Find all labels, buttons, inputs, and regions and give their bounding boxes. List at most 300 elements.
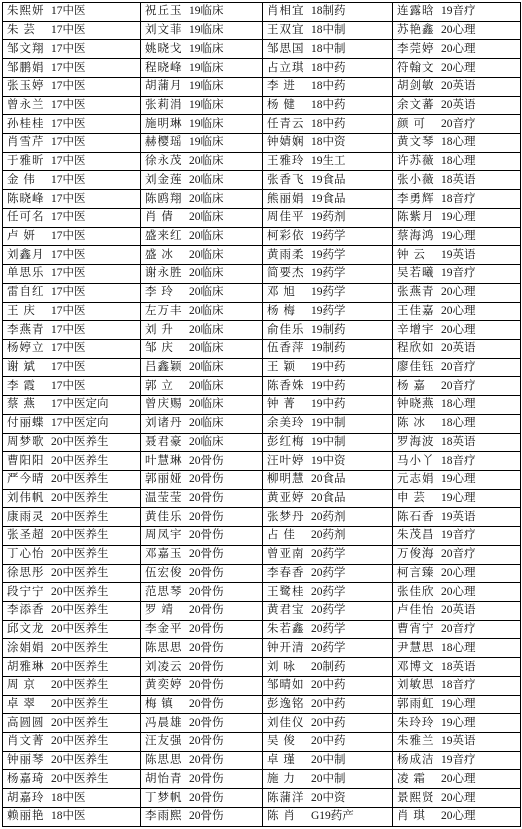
student-class: 20心理 [441,61,476,74]
student-class: 19临床 [189,61,224,74]
student-cell [3,676,141,695]
student-name: 凌 霜 [397,772,426,785]
student-class: 20英语 [441,604,476,617]
student-cell [141,321,263,340]
student-cell [263,433,393,452]
student-class: 20音疗 [441,379,476,392]
student-cell [3,59,141,78]
student-cell [263,807,393,826]
student-class: 20中药 [311,679,346,692]
student-name: 邹思国 [267,42,305,55]
student-name: 谢永胜 [145,267,183,280]
student-name: 胡蒲月 [145,80,183,93]
student-cell [141,695,263,714]
student-class: 20临床 [189,286,224,299]
student-class: 18中医 [51,791,86,804]
table-row [3,751,521,770]
student-class: 18中药 [311,61,346,74]
student-name: 占 佳 [267,529,296,542]
student-class: 19临床 [189,136,224,149]
student-name: 肖相宜 [267,5,305,18]
student-cell [263,134,393,153]
student-name: 柯彩依 [267,229,305,242]
student-name: 丁心怡 [7,548,45,561]
student-cell [263,508,393,527]
student-class: 20音疗 [441,548,476,561]
student-class: 17中医定向 [51,398,109,411]
student-class: 20临床 [189,267,224,280]
student-cell [141,208,263,227]
student-class: 17中医 [51,286,86,299]
student-class: 19英语 [441,510,476,523]
student-class: 18英语 [441,173,476,186]
student-name: 于雅昕 [7,155,45,168]
student-cell [3,583,141,602]
student-class: 20骨伤 [189,510,224,523]
student-name: 丁梦帆 [145,791,183,804]
student-cell [3,227,141,246]
student-cell [141,527,263,546]
student-cell [3,339,141,358]
student-name: 汪叶婷 [267,454,305,467]
roster-body [3,3,521,827]
student-class: 20中医养生 [51,604,109,617]
student-class: 20心理 [441,304,476,317]
student-cell [393,452,521,471]
student-cell [3,489,141,508]
student-name: 朱熙妍 [7,5,45,18]
table-row [3,733,521,752]
student-cell [263,265,393,284]
student-name: 申 芸 [397,492,426,505]
student-class: 20音疗 [441,361,476,374]
student-name: 元志娟 [397,473,435,486]
student-name: 马小丫 [397,454,435,467]
student-name: 钟 菁 [267,398,296,411]
student-name: 梅 镇 [145,697,174,710]
student-cell [393,96,521,115]
student-cell [263,321,393,340]
student-name: 黄文琴 [397,136,435,149]
table-row [3,508,521,527]
student-class: 20临床 [189,323,224,336]
student-class: 20临床 [189,248,224,261]
student-name: 陈蒲洋 [267,791,305,804]
student-class: 18中药 [311,98,346,111]
student-class: 20制药 [311,660,346,673]
student-class: 19制药 [311,323,346,336]
student-class: 20骨伤 [189,548,224,561]
student-class: 17中医 [51,267,86,280]
student-class: 20中医养生 [51,735,109,748]
student-class: 19音疗 [441,754,476,767]
student-name: 盛 冰 [145,248,174,261]
student-cell [263,396,393,415]
table-row [3,96,521,115]
table-row [3,564,521,583]
student-cell [141,227,263,246]
student-cell [393,190,521,209]
student-class: 18音疗 [441,679,476,692]
student-cell [393,770,521,789]
student-name: 刘鑫月 [7,248,45,261]
student-cell [263,40,393,59]
student-name: 周梦歌 [7,435,45,448]
student-class: 18中制 [311,42,346,55]
student-class: 20药学 [311,641,346,654]
student-name: 付丽蝶 [7,417,45,430]
student-class: 20骨伤 [189,716,224,729]
student-class: 20英语 [441,98,476,111]
student-name: 卓 翠 [7,697,36,710]
student-name: 陈思思 [145,754,183,767]
student-cell [141,714,263,733]
student-cell [141,339,263,358]
student-name: 严今晴 [7,473,45,486]
table-row [3,321,521,340]
student-name: 徐永茂 [145,155,183,168]
student-cell [141,770,263,789]
student-cell [141,751,263,770]
student-cell [393,152,521,171]
table-row [3,59,521,78]
student-class: 20药学 [311,604,346,617]
student-name: 陈 冰 [397,417,426,430]
student-cell [3,508,141,527]
student-class: 17中医 [51,24,86,37]
student-class: 20中医养生 [51,754,109,767]
student-cell [263,583,393,602]
student-cell [393,658,521,677]
table-row [3,695,521,714]
student-name: 刘敏思 [397,679,435,692]
student-name: 杨 嘉 [397,379,426,392]
student-name: 曹宵宁 [397,623,435,636]
student-cell [263,676,393,695]
student-class: 20英语 [441,342,476,355]
student-name: 肖文菁 [7,735,45,748]
student-name: 郭雨虹 [397,697,435,710]
student-name: 符翰文 [397,61,435,74]
student-class: 19中药 [311,379,346,392]
table-row [3,527,521,546]
student-class: 18英语 [441,435,476,448]
student-name: 张燕青 [397,286,435,299]
student-cell [393,751,521,770]
student-name: 王鹭桂 [267,585,305,598]
student-cell [141,452,263,471]
student-class: 18心理 [441,417,476,430]
student-class: 19音疗 [441,267,476,280]
student-class: 17中医 [51,42,86,55]
table-row [3,620,521,639]
student-name: 吕鑫颖 [145,361,183,374]
student-name: 伍香萍 [267,342,305,355]
table-row [3,339,521,358]
student-cell [263,77,393,96]
student-name: 任可名 [7,211,45,224]
student-name: 单思乐 [7,267,45,280]
student-name: 吴 俊 [267,735,296,748]
table-row [3,639,521,658]
student-class: 20中医养生 [51,492,109,505]
student-cell [3,77,141,96]
student-name: 陈 肖 [267,810,296,823]
student-class: 19药学 [311,248,346,261]
student-name: 廖佳钰 [397,361,435,374]
student-class: 17中医 [51,342,86,355]
student-cell [3,134,141,153]
student-name: 刘凌云 [145,660,183,673]
student-name: 钟丽琴 [7,754,45,767]
student-name: 刘文菲 [145,24,183,37]
student-cell [3,452,141,471]
student-cell [393,40,521,59]
student-cell [141,265,263,284]
student-class: 19中制 [311,435,346,448]
student-cell [263,602,393,621]
student-class: 20心理 [441,566,476,579]
student-name: 李 霞 [7,379,36,392]
student-class: 20中医养生 [51,510,109,523]
student-name: 彭逸铭 [267,697,305,710]
student-name: 陈晓峰 [7,192,45,205]
student-class: 17中医 [51,248,86,261]
student-class: 20中医养生 [51,772,109,785]
student-cell [393,134,521,153]
student-class: 19心理 [441,229,476,242]
student-name: 郭 立 [145,379,174,392]
student-class: 19临床 [189,117,224,130]
student-class: 20骨伤 [189,454,224,467]
table-row [3,152,521,171]
student-class: 20中制 [311,772,346,785]
student-name: 段宁宁 [7,585,45,598]
student-cell [141,115,263,134]
student-cell [263,414,393,433]
student-class: 19中资 [311,454,346,467]
student-cell [3,208,141,227]
student-name: 祝丘玉 [145,5,183,18]
student-class: 19心理 [441,473,476,486]
student-cell [3,40,141,59]
student-class: 20中制 [311,754,346,767]
student-cell [141,733,263,752]
table-row [3,115,521,134]
student-cell [3,620,141,639]
student-name: 钟 云 [397,248,426,261]
student-cell [3,751,141,770]
table-row [3,190,521,209]
student-class: 20中药 [311,697,346,710]
student-name: 黄雨柔 [267,248,305,261]
student-cell [263,171,393,190]
student-name: 雷自红 [7,286,45,299]
student-cell [263,302,393,321]
student-class: 20临床 [189,417,224,430]
student-class: 20骨伤 [189,754,224,767]
student-class: 20骨伤 [189,641,224,654]
student-cell [3,283,141,302]
student-class: 20中医养生 [51,641,109,654]
student-class: 19药学 [311,267,346,280]
student-name: 程晓峰 [145,61,183,74]
student-name: 张玉婷 [7,80,45,93]
student-class: 19药学 [311,229,346,242]
table-row [3,714,521,733]
student-class: 20心理 [441,772,476,785]
student-cell [3,3,141,22]
student-cell [263,59,393,78]
student-name: 邱文龙 [7,623,45,636]
student-class: 20食品 [311,492,346,505]
student-class: 20中医养生 [51,548,109,561]
student-name: 范思琴 [145,585,183,598]
student-class: 19中药 [311,398,346,411]
student-cell [3,545,141,564]
student-class: 17中医 [51,211,86,224]
student-name: 康雨灵 [7,510,45,523]
table-row [3,377,521,396]
table-row [3,414,521,433]
student-cell [393,3,521,22]
student-cell [263,208,393,227]
student-cell [141,545,263,564]
student-name: 刘 咏 [267,660,296,673]
student-cell [141,807,263,826]
student-class: 18音疗 [441,192,476,205]
student-cell [141,246,263,265]
student-name: 刘 升 [145,323,174,336]
student-class: 18中医 [51,810,86,823]
student-cell [393,733,521,752]
table-row [3,134,521,153]
student-cell [393,302,521,321]
student-name: 曹阳阳 [7,454,45,467]
student-name: 肖雪芹 [7,136,45,149]
student-cell [263,115,393,134]
student-cell [141,583,263,602]
student-class: 20临床 [189,192,224,205]
student-cell [3,433,141,452]
student-cell [393,527,521,546]
student-name: 刘诸丹 [145,417,183,430]
student-class: 20英语 [441,80,476,93]
student-name: 李勇辉 [397,192,435,205]
student-cell [393,639,521,658]
student-class: 18中制 [311,24,346,37]
student-name: 张莉涓 [145,98,183,111]
student-cell [3,21,141,40]
student-class: 20临床 [189,229,224,242]
student-class: 17中医 [51,361,86,374]
student-name: 王 庆 [7,304,36,317]
student-cell [3,414,141,433]
student-name: 李莞婷 [397,42,435,55]
student-cell [3,807,141,826]
student-name: 余文蕃 [397,98,435,111]
student-class: 20中医养生 [51,566,109,579]
student-cell [141,676,263,695]
student-cell [3,358,141,377]
student-name: 谢 斌 [7,361,36,374]
table-row [3,545,521,564]
table-row [3,658,521,677]
student-cell [393,789,521,808]
student-cell [3,171,141,190]
student-cell [263,339,393,358]
student-class: 19临床 [189,5,224,18]
student-name: 高圆圆 [7,716,45,729]
student-cell [393,433,521,452]
student-class: 19中药 [311,361,346,374]
student-name: 周佳平 [267,211,305,224]
student-cell [263,21,393,40]
student-cell [263,733,393,752]
student-name: 陈鸥翔 [145,192,183,205]
student-cell [3,527,141,546]
student-name: 施明琳 [145,117,183,130]
student-cell [141,152,263,171]
student-cell [141,21,263,40]
student-class: 19药学 [311,304,346,317]
student-cell [141,658,263,677]
table-row [3,583,521,602]
student-class: 17中医 [51,61,86,74]
student-class: 19英语 [441,735,476,748]
student-name: 尹慧思 [397,641,435,654]
student-class: 20骨伤 [189,585,224,598]
student-class: 20心理 [441,42,476,55]
student-class: 19英语 [441,248,476,261]
student-class: 18音疗 [441,454,476,467]
student-class: 20临床 [189,173,224,186]
student-class: 20临床 [189,379,224,392]
student-name: 李金平 [145,623,183,636]
student-class: 20中医养生 [51,679,109,692]
student-cell [393,396,521,415]
student-class: 20心理 [441,286,476,299]
student-cell [3,695,141,714]
student-name: 朱雅兰 [397,735,435,748]
student-class: 20心理 [441,791,476,804]
table-row [3,246,521,265]
student-class: 20中医养生 [51,454,109,467]
student-name: 赫樱瑶 [145,136,183,149]
student-class: 20心理 [441,24,476,37]
student-name: 张圣超 [7,529,45,542]
student-name: 陈香姝 [267,379,305,392]
student-cell [263,377,393,396]
student-cell [263,751,393,770]
student-name: 辛增宇 [397,323,435,336]
table-row [3,602,521,621]
student-cell [393,676,521,695]
student-name: 聂君豪 [145,435,183,448]
student-name: 孙桂桂 [7,117,45,130]
student-cell [393,171,521,190]
student-name: 盛来红 [145,229,183,242]
student-name: 俞佳乐 [267,323,305,336]
student-class: 20药剂 [311,529,346,542]
student-class: 20中资 [311,791,346,804]
student-class: 19心理 [441,211,476,224]
student-name: 罗 靖 [145,604,174,617]
student-class: 20临床 [189,155,224,168]
student-cell [141,470,263,489]
student-class: 20骨伤 [189,492,224,505]
student-name: 胡怡青 [145,772,183,785]
